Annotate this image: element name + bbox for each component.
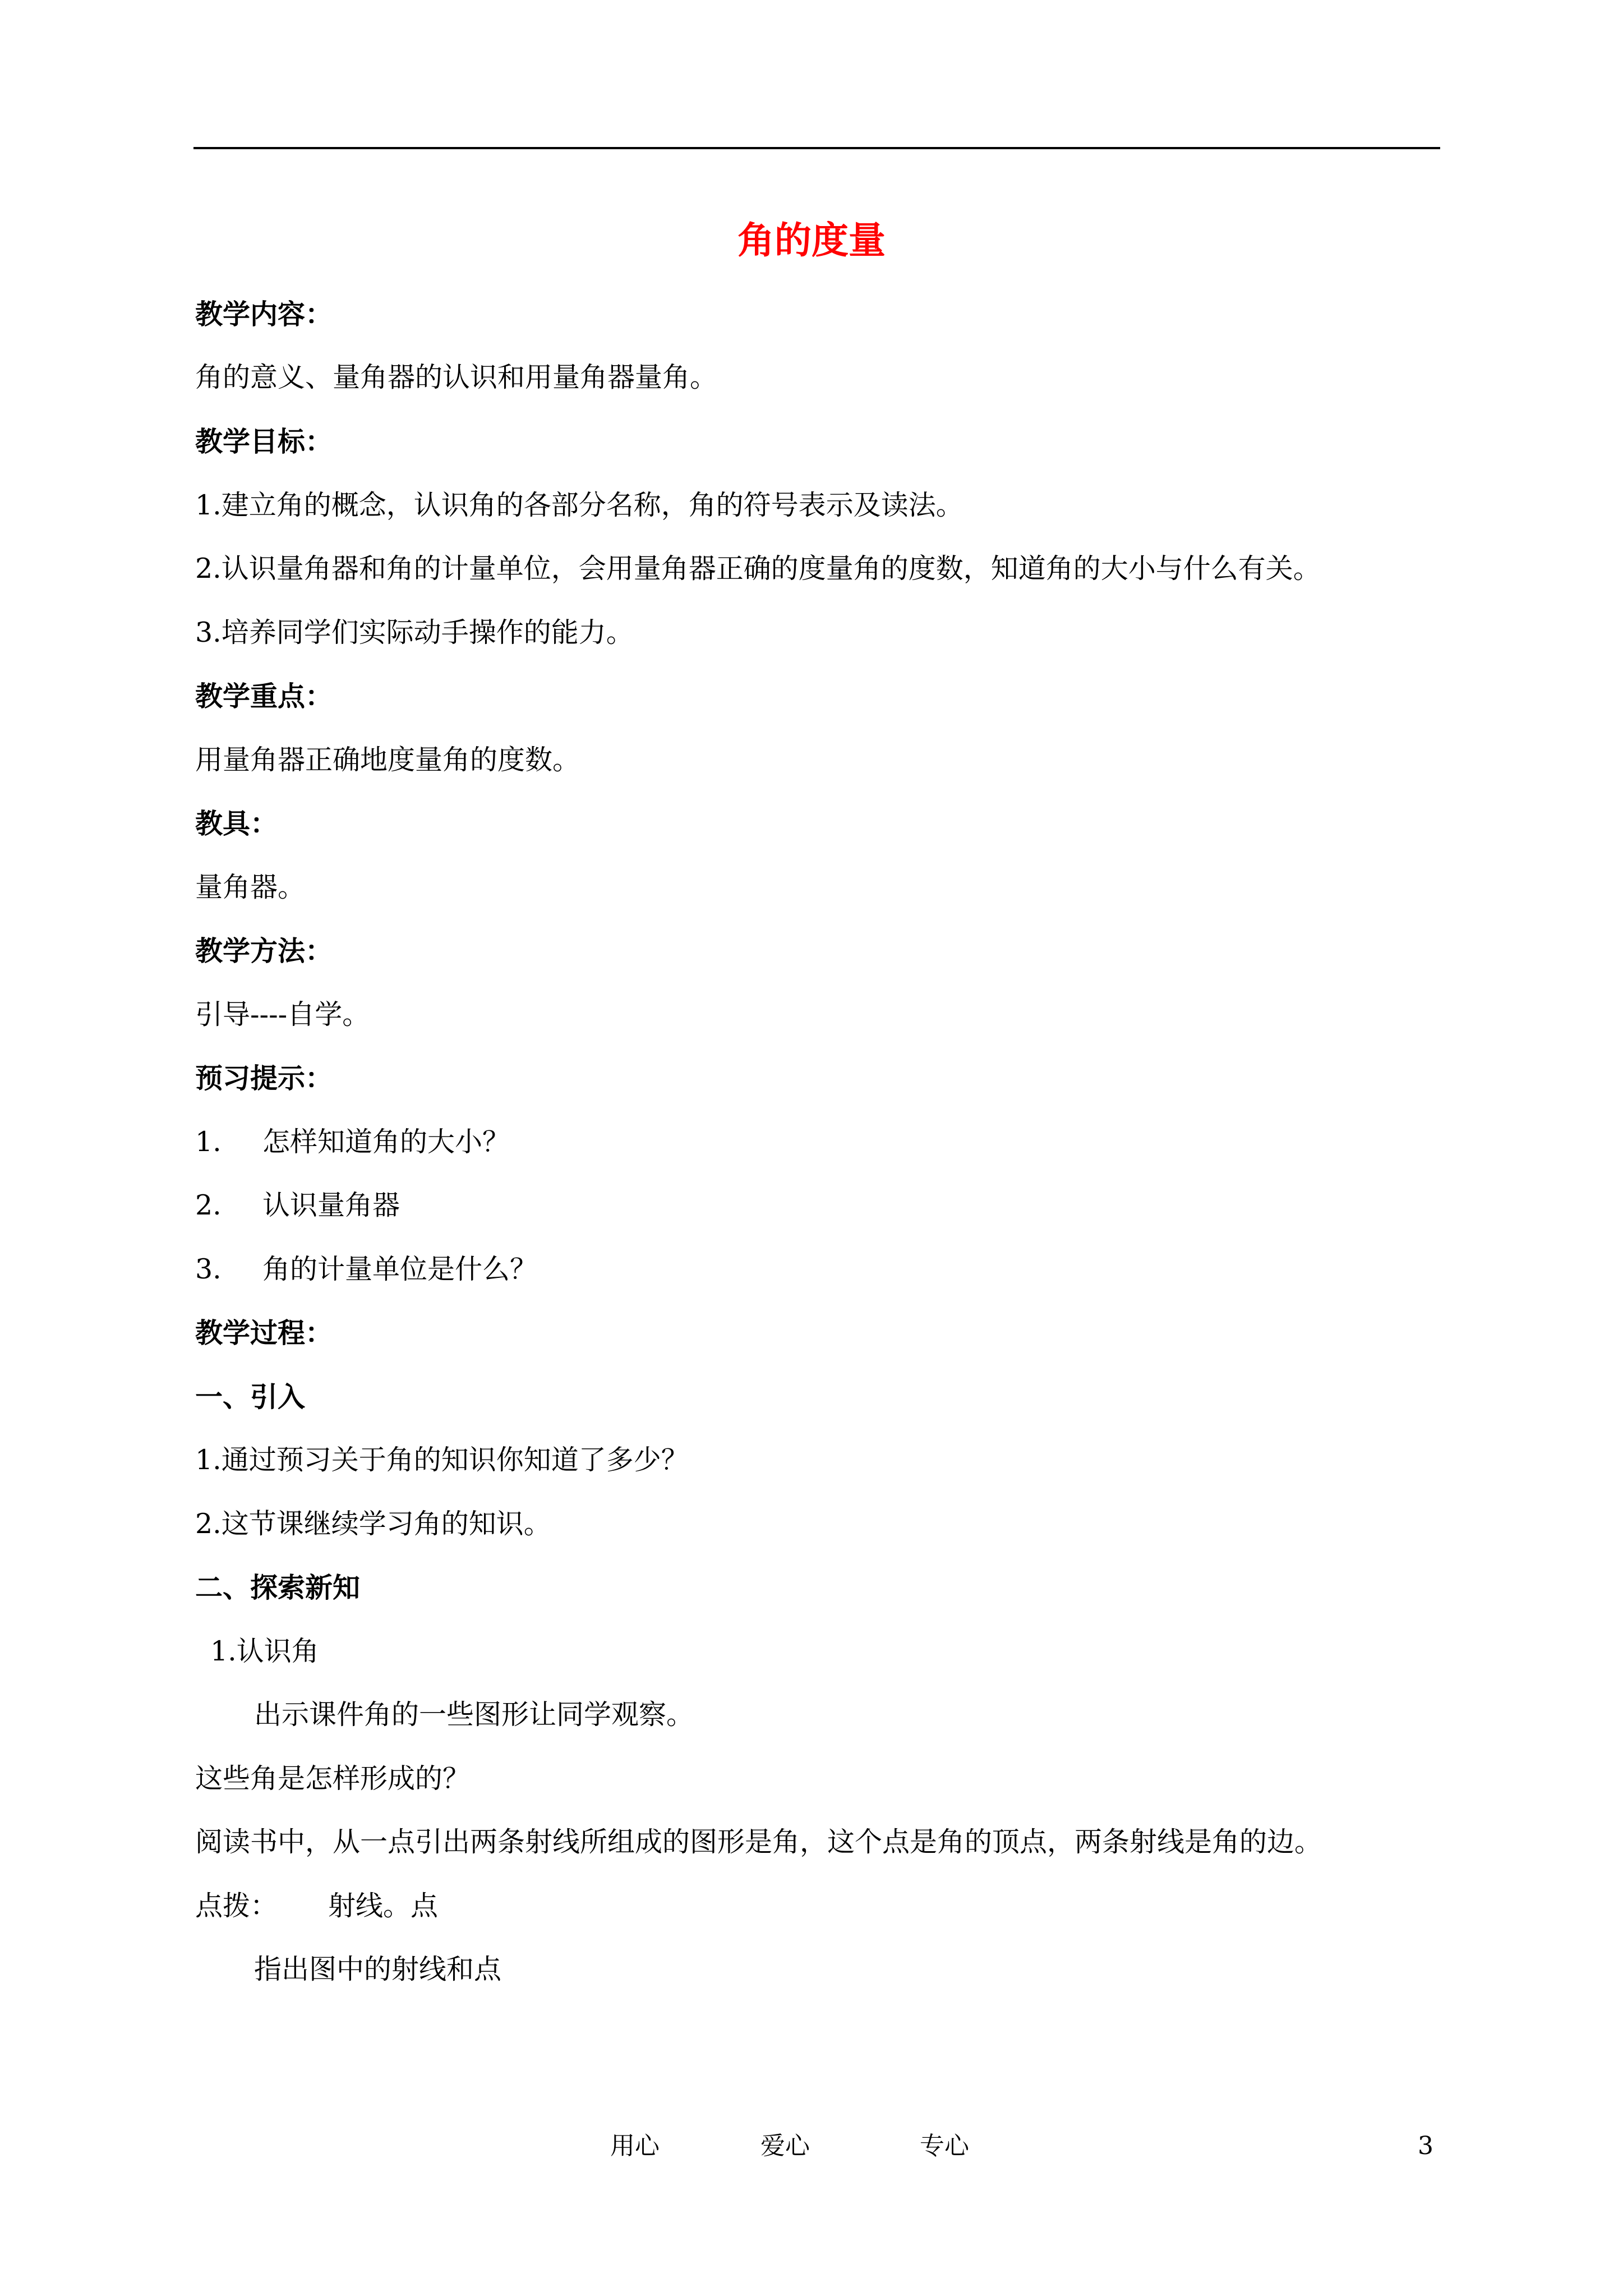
preview-item bbox=[195, 1250, 537, 1289]
hint-label: 点拨： bbox=[195, 1890, 278, 1922]
preview-item bbox=[195, 1122, 510, 1162]
preview-item-number: 1. bbox=[195, 1126, 222, 1158]
section2-heading: 二、探索新知 bbox=[195, 1571, 361, 1604]
hint-text: 射线。点 bbox=[328, 1890, 439, 1922]
hint-line bbox=[195, 1887, 438, 1926]
preview-item bbox=[195, 1186, 400, 1225]
footer-motto-3: 专心 bbox=[920, 2132, 969, 2160]
objective-item-2: 2.认识量角器和角的计量单位，会用量角器正确的度量角的度数，知道角的大小与什么有关。 bbox=[195, 553, 1321, 585]
preview-item-number: 3. bbox=[195, 1253, 222, 1285]
section1-item-2: 2.这节课继续学习角的知识。 bbox=[195, 1508, 551, 1540]
reading-text: 阅读书中，从一点引出两条射线所组成的图形是角，这个点是角的顶点，两条射线是角的边。 bbox=[195, 1826, 1322, 1858]
sub1-text: 出示课件角的一些图形让同学观察。 bbox=[254, 1699, 694, 1731]
preview-item-number: 2. bbox=[195, 1189, 222, 1221]
header-rule bbox=[193, 147, 1440, 149]
objective-item-1: 1.建立角的概念，认识角的各部分名称，角的符号表示及读法。 bbox=[195, 489, 963, 521]
preview-item-text: 角的计量单位是什么？ bbox=[262, 1253, 538, 1285]
preview-item-text: 怎样知道角的大小？ bbox=[262, 1126, 510, 1158]
section1-heading: 一、引入 bbox=[195, 1381, 306, 1413]
tools-heading: 教具： bbox=[195, 807, 278, 840]
key-point-text: 用量角器正确地度量角的度数。 bbox=[195, 744, 580, 776]
method-heading: 教学方法： bbox=[195, 935, 333, 967]
process-heading: 教学过程： bbox=[195, 1317, 333, 1349]
teaching-content-heading: 教学内容： bbox=[195, 298, 333, 330]
teaching-content-text: 角的意义、量角器的认识和用量角器量角。 bbox=[195, 361, 718, 393]
point-out-text: 指出图中的射线和点 bbox=[254, 1953, 502, 1985]
page-number: 3 bbox=[1418, 2132, 1433, 2160]
sub1-heading: 1.认识角 bbox=[210, 1635, 319, 1667]
method-text: 引导----自学。 bbox=[195, 999, 370, 1030]
preview-heading: 预习提示： bbox=[195, 1062, 333, 1094]
footer-motto-2: 爱心 bbox=[760, 2132, 810, 2160]
objective-item-3: 3.培养同学们实际动手操作的能力。 bbox=[195, 616, 634, 648]
document-title: 角的度量 bbox=[737, 218, 886, 262]
footer-motto-1: 用心 bbox=[610, 2132, 660, 2160]
key-point-heading: 教学重点： bbox=[195, 680, 333, 712]
section1-item-1: 1.通过预习关于角的知识你知道了多少？ bbox=[195, 1444, 689, 1476]
question-text: 这些角是怎样形成的？ bbox=[195, 1763, 471, 1795]
preview-item-text: 认识量角器 bbox=[262, 1189, 400, 1221]
objectives-heading: 教学目标： bbox=[195, 425, 333, 458]
tools-text: 量角器。 bbox=[195, 871, 306, 903]
